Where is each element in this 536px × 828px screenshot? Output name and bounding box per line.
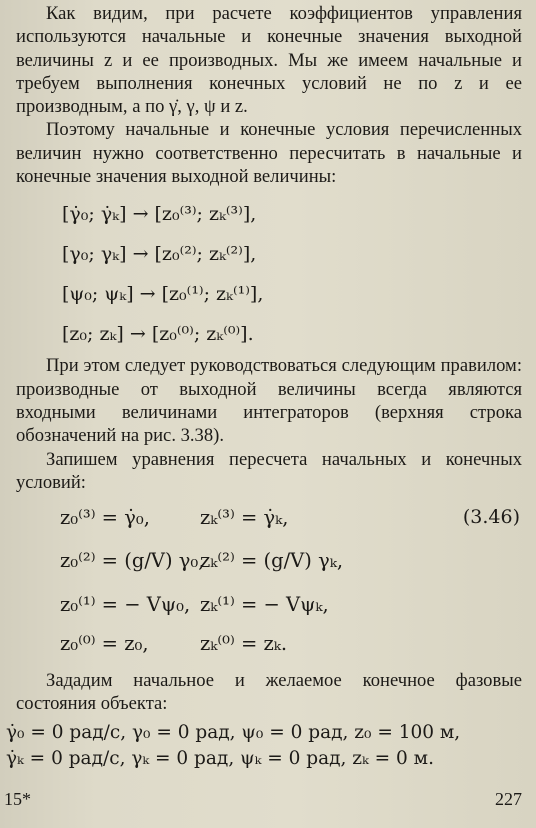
- equation-number: (3.46): [462, 506, 520, 529]
- equation-right: zₖ⁽²⁾ = (g/V) γₖ,: [200, 549, 344, 573]
- page-footer: [4, 789, 522, 810]
- mapping-line: [γ̇₀; γ̇ₖ] → [z₀⁽³⁾; zₖ⁽³⁾],: [62, 203, 257, 226]
- state-conditions: [6, 720, 522, 772]
- equation-right: zₖ⁽³⁾ = γ̇ₖ,: [200, 506, 289, 530]
- equation-left: z₀⁽⁰⁾ = z₀,: [60, 632, 149, 656]
- variable-mapping-list: [62, 194, 522, 354]
- page-number: 227: [495, 789, 522, 809]
- equation-left: z₀⁽¹⁾ = − Vψ₀,: [60, 593, 191, 617]
- equation-row: [60, 585, 522, 624]
- equation-row: [60, 537, 522, 585]
- mapping-line: [ψ₀; ψₖ] → [z₀⁽¹⁾; zₖ⁽¹⁾],: [62, 283, 264, 306]
- equation-right: zₖ⁽¹⁾ = − Vψₖ,: [200, 593, 329, 617]
- mapping-line: [γ₀; γₖ] → [z₀⁽²⁾; zₖ⁽²⁾],: [62, 243, 257, 266]
- paragraph-4: Запишем уравнения пересчета начальных и конечных условий:: [16, 448, 522, 493]
- signature-mark: 15*: [4, 789, 31, 809]
- paragraph-5: Зададим начальное и желаемое конечное фазовые состояния объекта:: [16, 670, 522, 715]
- equation-block: [60, 498, 522, 663]
- equation-row: [60, 498, 522, 537]
- initial-conditions: γ̇₀ = 0 рад/с, γ₀ = 0 рад, ψ₀ = 0 рад, z₀ = 100 м,: [6, 721, 461, 743]
- final-conditions: γ̇ₖ = 0 рад/с, γₖ = 0 рад, ψₖ = 0 рад, zₖ = 0 м.: [6, 747, 434, 769]
- equation-left: z₀⁽³⁾ = γ̇₀,: [60, 506, 150, 530]
- equation-left: z₀⁽²⁾ = (g/V) γ₀,: [60, 549, 205, 573]
- paragraph-2: Поэтому начальные и конечные условия перечисленных величин нужно соответственно пересчитать в начальные и конечные значения выходной величины:: [16, 119, 522, 188]
- paragraph-1: Как видим, при расчете коэффициентов управления используются начальные и конечные значения выходной величины z и ее производных. Мы же имеем начальные и требуем выполнения конечных условий не по z и ее производным, а по γ̇, γ, ψ и z.: [16, 3, 522, 118]
- paragraph-3: При этом следует руководствоваться следующим правилом: производные от выходной величины всегда являются входными величинами интеграторов (верхняя строка обозначений на рис. 3.38).: [16, 355, 522, 447]
- equation-right: zₖ⁽⁰⁾ = zₖ.: [200, 632, 288, 656]
- equation-row: [60, 624, 522, 663]
- mapping-line: [z₀; zₖ] → [z₀⁽⁰⁾; zₖ⁽⁰⁾].: [62, 323, 254, 346]
